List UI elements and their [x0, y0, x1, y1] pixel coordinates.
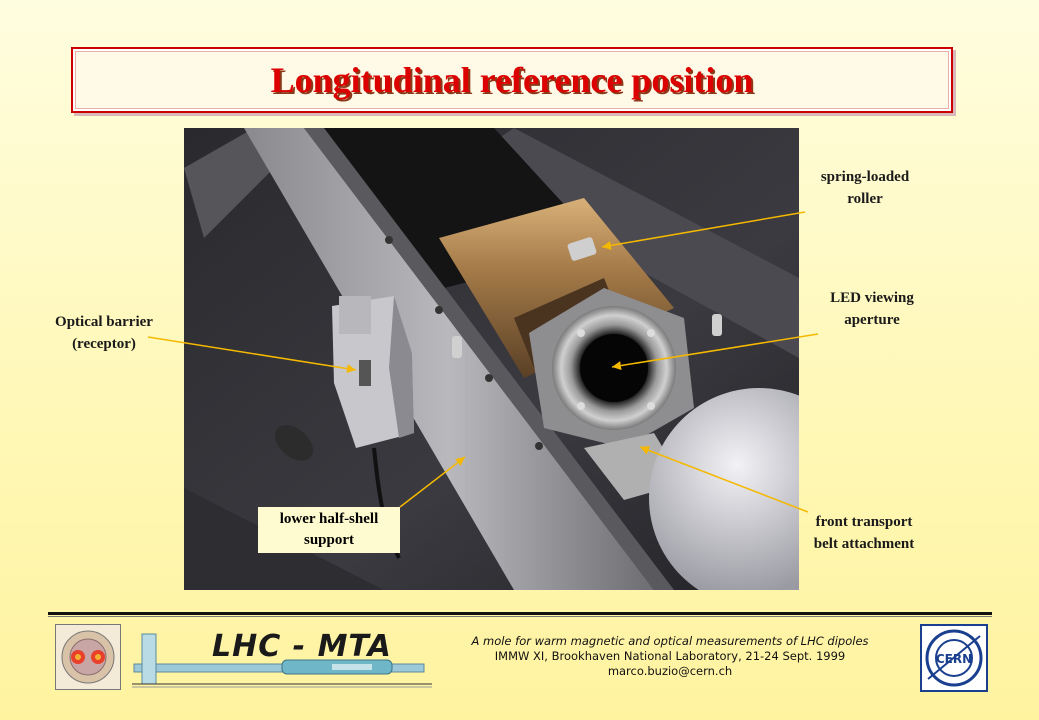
label-lower-line2: support [303, 532, 355, 548]
label-spring-roller-line2: roller [847, 191, 883, 207]
footer-line3: marco.buzio@cern.ch [607, 664, 733, 678]
footer-credits [425, 634, 915, 679]
label-lower-line1: lower half-shell [279, 511, 379, 527]
label-front-line1: front transport [815, 514, 913, 530]
label-front-line2: belt attachment [813, 536, 915, 552]
arrow-spring-roller [602, 212, 805, 247]
footer-rule [48, 612, 992, 615]
project-logo-text: LHC - MTA [212, 629, 392, 664]
footer-rule-thin [48, 616, 992, 617]
label-optical-line2: (receptor) [72, 336, 136, 352]
label-led-line2: aperture [844, 312, 900, 328]
cern-logo-text: CERN [935, 652, 973, 666]
label-optical-line1: Optical barrier [55, 314, 153, 330]
footer-line2: IMMW XI, Brookhaven National Laboratory, 21-24 Sept. 1999 [494, 649, 846, 663]
label-led-line1: LED viewing [830, 290, 914, 306]
page-title: Longitudinal reference position [270, 60, 754, 100]
arrow-lower-half-shell [400, 457, 465, 507]
label-spring-roller-line1: spring-loaded [820, 169, 910, 185]
arrow-optical-barrier [148, 337, 356, 370]
cern-logo-icon [920, 624, 988, 692]
dipole-cross-section-logo-icon [55, 624, 121, 690]
footer-line1: A mole for warm magnetic and optical measurements of LHC dipoles [471, 634, 869, 648]
arrow-led-aperture [612, 334, 818, 367]
arrow-front-transport [640, 447, 808, 512]
